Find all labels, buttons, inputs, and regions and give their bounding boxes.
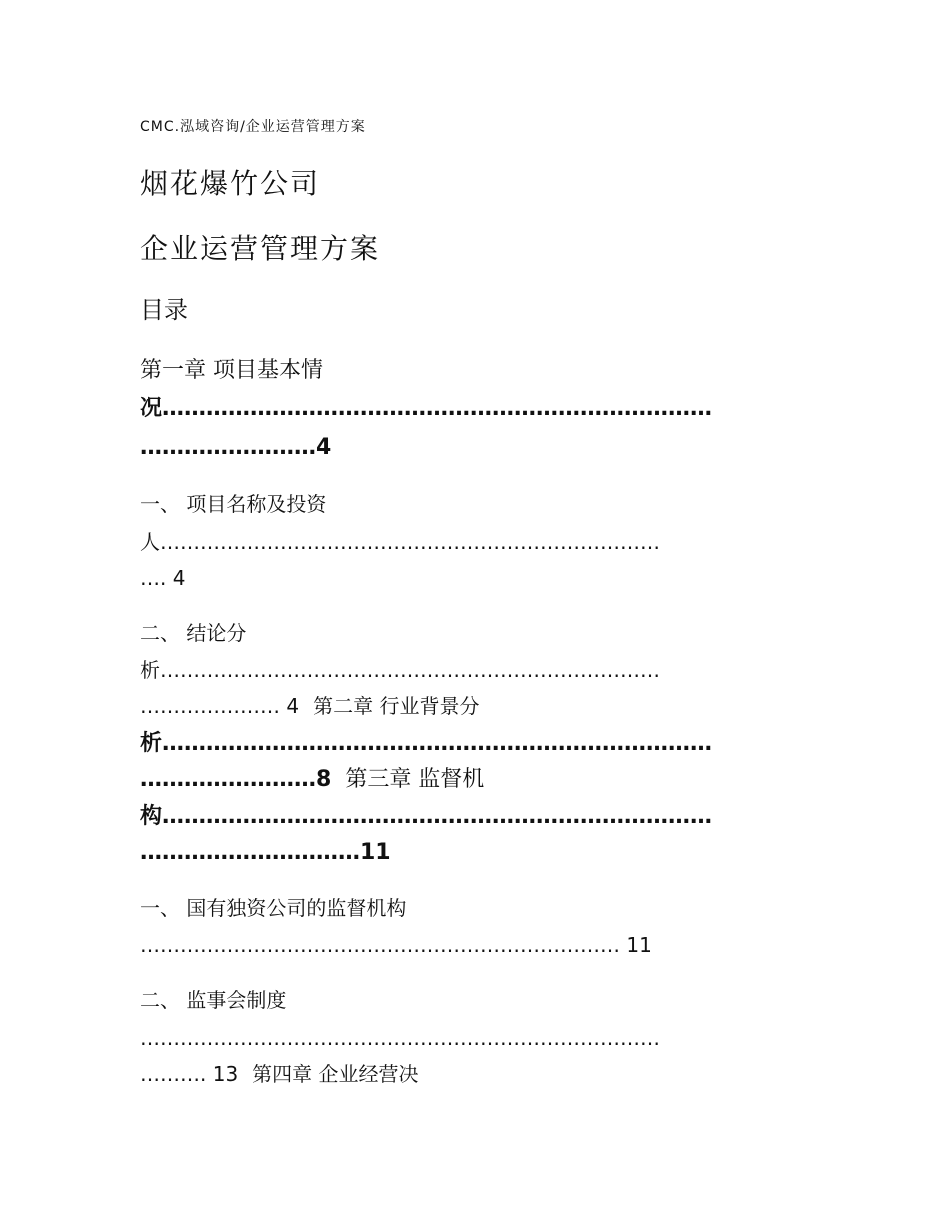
toc-entry-chapter-2-page: ……………………8 bbox=[140, 767, 332, 792]
toc-entry-chapter-2-leader: 析………………………………………………………………… bbox=[140, 731, 713, 756]
toc-entry-chapter-1: 第一章 项目基本情 bbox=[140, 358, 323, 383]
toc-entry-section-3-2: 二、 监事会制度 bbox=[140, 988, 287, 1012]
toc-entry-section-1-2-page-line bbox=[140, 696, 479, 716]
document-header: CMC.泓域咨询/企业运营管理方案 bbox=[140, 119, 366, 135]
toc-entry-chapter-2-page-line bbox=[140, 769, 484, 791]
toc-entry-section-3-2-page-line bbox=[140, 1064, 419, 1084]
toc-entry-chapter-1-page: ……………………4 bbox=[140, 435, 332, 460]
toc-entry-section-1-2-leader: 析………………………………………………………………… bbox=[140, 658, 660, 682]
document-title-line-2: 企业运营管理方案 bbox=[140, 232, 381, 265]
toc-entry-chapter-4: 第四章 企业经营决 bbox=[252, 1062, 419, 1086]
toc-entry-chapter-3-page: …………………………11 bbox=[140, 840, 391, 865]
toc-entry-section-1-1-leader: 人………………………………………………………………… bbox=[140, 530, 660, 554]
toc-entry-section-1-2-page: ………………… 4 bbox=[140, 694, 300, 718]
toc-entry-section-1-1: 一、 项目名称及投资 bbox=[140, 492, 327, 516]
toc-entry-chapter-3: 第三章 监督机 bbox=[345, 767, 485, 792]
toc-entry-section-1-1-page: …. 4 bbox=[140, 566, 186, 590]
toc-entry-chapter-1-leader: 况………………………………………………………………… bbox=[140, 396, 713, 421]
toc-entry-section-3-2-page: ………. 13 bbox=[140, 1062, 239, 1086]
toc-heading: 目录 bbox=[140, 296, 188, 324]
toc-entry-chapter-3-leader: 构………………………………………………………………… bbox=[140, 804, 713, 829]
toc-entry-section-1-2: 二、 结论分 bbox=[140, 621, 247, 645]
toc-entry-section-3-2-leader: …………………………………………………………………… bbox=[140, 1026, 660, 1050]
toc-entry-section-3-1: 一、 国有独资公司的监督机构 bbox=[140, 896, 407, 920]
toc-entry-section-3-1-page: ……………………………………………………………… 11 bbox=[140, 933, 652, 957]
toc-entry-chapter-2: 第二章 行业背景分 bbox=[313, 694, 480, 718]
document-title-line-1: 烟花爆竹公司 bbox=[140, 167, 321, 200]
